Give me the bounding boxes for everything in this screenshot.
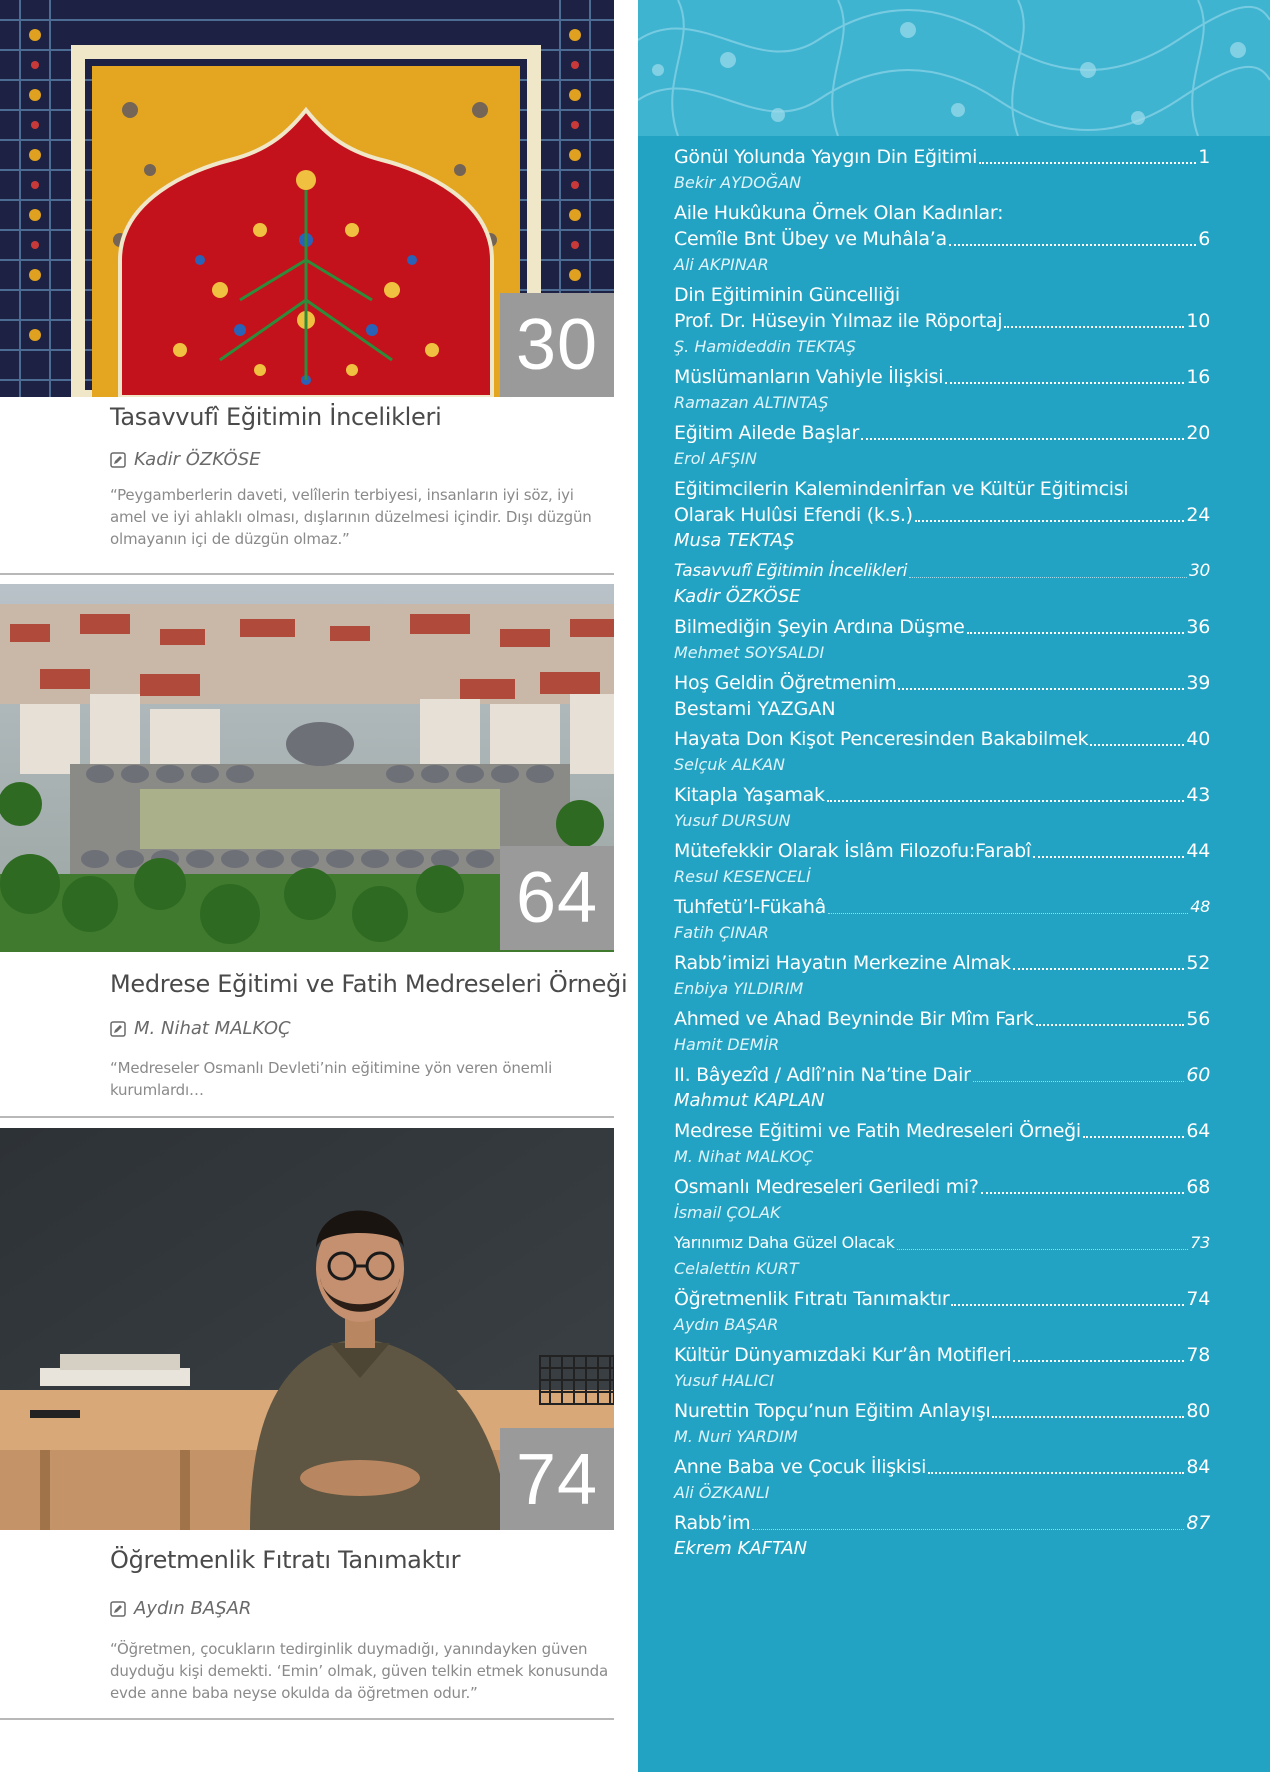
feature-title[interactable]: Tasavvufî Eğitimin İncelikleri [110, 403, 442, 431]
toc-author: Ekrem KAFTAN [674, 1538, 808, 1559]
toc-entry[interactable]: Bilmediğin Şeyin Ardına Düşme 36 [674, 616, 1210, 638]
teacher-image [0, 1128, 614, 1530]
medrese-aerial-image [0, 584, 614, 952]
toc-entry[interactable]: Ahmed ve Ahad Beyninde Bir Mîm Fark 56 [674, 1008, 1210, 1030]
divider [0, 573, 614, 575]
toc-author: Enbiya YILDIRIM [674, 979, 804, 998]
feature-author-name: M. Nihat MALKOÇ [134, 1018, 291, 1039]
feature-author [110, 1598, 251, 1619]
toc-author: M. Nuri YARDIM [674, 1427, 798, 1446]
toc-author: Yusuf DURSUN [674, 811, 791, 830]
page-number-badge: 64 [500, 846, 614, 950]
edit-icon [110, 452, 126, 468]
feature-title[interactable]: Medrese Eğitimi ve Fatih Medreseleri Örneği [110, 970, 628, 998]
edit-icon [110, 1021, 126, 1037]
toc-entry[interactable]: Tuhfetü’l-Fükahâ 48 [674, 896, 1210, 918]
toc-entry-line[interactable]: Din Eğitiminin Güncelliği [674, 284, 900, 306]
divider [0, 1718, 614, 1720]
toc-author: Selçuk ALKAN [674, 755, 785, 774]
toc-entry[interactable]: Cemîle Bnt Übey ve Muhâla’a 6 [674, 228, 1210, 250]
toc-entry[interactable]: Rabb’im 87 [674, 1512, 1210, 1534]
toc-entry[interactable]: Prof. Dr. Hüseyin Yılmaz ile Röportaj 10 [674, 310, 1210, 332]
toc-entry[interactable]: Anne Baba ve Çocuk İlişkisi 84 [674, 1456, 1210, 1478]
page-number-badge: 30 [500, 293, 614, 397]
feature-author [110, 449, 261, 470]
toc-author: Fatih ÇINAR [674, 923, 769, 942]
toc-entry[interactable]: Tasavvufî Eğitimin İncelikleri 30 [674, 561, 1210, 581]
toc-entry[interactable]: Mütefekkir Olarak İslâm Filozofu:Farabî 44 [674, 840, 1210, 862]
feature-title[interactable]: Öğretmenlik Fıtratı Tanımaktır [110, 1546, 461, 1574]
toc-list [674, 144, 1210, 1566]
page-number-badge: 74 [500, 1428, 614, 1530]
toc-entry[interactable]: Rabb’imizi Hayatın Merkezine Almak 52 [674, 952, 1210, 974]
toc-entry[interactable]: Müslümanların Vahiyle İlişkisi 16 [674, 366, 1210, 388]
feature-author-name: Aydın BAŞAR [134, 1598, 252, 1619]
toc-entry-line[interactable]: Eğitimcilerin Kalemindenİrfan ve Kültür Eğitimcisi [674, 478, 1129, 500]
toc-entry[interactable]: Öğretmenlik Fıtratı Tanımaktır 74 [674, 1288, 1210, 1310]
featured-articles [0, 0, 628, 1772]
toc-author: Celalettin KURT [674, 1259, 799, 1278]
toc-author: Ramazan ALTINTAŞ [674, 393, 829, 412]
toc-entry[interactable]: II. Bâyezîd / Adlî’nin Na’tine Dair 60 [674, 1064, 1210, 1086]
feature-author [110, 1018, 291, 1039]
toc-author: Mahmut KAPLAN [674, 1090, 825, 1111]
toc-author: Yusuf HALICI [674, 1371, 775, 1390]
feature-quote: “Öğretmen, çocukların tedirginlik duymadığı, yanındayken güven duyduğu kişi demekti. ‘Emin’ olmak, güven telkin etmek konusunda evde anne baba neyse okulda da öğretmen odur.” [110, 1640, 608, 1702]
toc-author: Ş. Hamideddin TEKTAŞ [674, 337, 856, 356]
toc-author: Bekir AYDOĞAN [674, 173, 802, 192]
toc-author: Musa TEKTAŞ [674, 530, 795, 551]
toc-author: Aydın BAŞAR [674, 1315, 779, 1334]
divider [0, 1116, 614, 1118]
toc-entry[interactable]: Eğitim Ailede Başlar 20 [674, 422, 1210, 444]
toc-entry[interactable]: Hayata Don Kişot Penceresinden Bakabilmek 40 [674, 728, 1210, 750]
toc-author: Ali AKPINAR [674, 255, 769, 274]
toc-entry[interactable]: Hoş Geldin Öğretmenim 39 [674, 672, 1210, 694]
edit-icon [110, 1601, 126, 1617]
toc-entry[interactable]: Gönül Yolunda Yaygın Din Eğitimi 1 [674, 146, 1210, 168]
toc-entry[interactable]: Medrese Eğitimi ve Fatih Medreseleri Örneği 64 [674, 1120, 1210, 1142]
toc-entry[interactable]: Yarınımız Daha Güzel Olacak 73 [674, 1233, 1210, 1252]
toc-author: Resul KESENCELİ [674, 867, 811, 886]
toc-author: Mehmet SOYSALDI [674, 643, 825, 662]
toc-entry[interactable]: Kitapla Yaşamak 43 [674, 784, 1210, 806]
toc-author: İsmail ÇOLAK [674, 1203, 781, 1222]
carpet-image [0, 0, 614, 397]
toc-entry-line[interactable]: Aile Hukûkuna Örnek Olan Kadınlar: [674, 202, 1004, 224]
toc-entry[interactable]: Nurettin Topçu’nun Eğitim Anlayışı 80 [674, 1400, 1210, 1422]
toc-author: Kadir ÖZKÖSE [674, 586, 801, 607]
toc-entry[interactable]: Osmanlı Medreseleri Geriledi mi? 68 [674, 1176, 1210, 1198]
toc-author: Hamit DEMİR [674, 1035, 780, 1054]
toc-author: M. Nihat MALKOÇ [674, 1147, 814, 1166]
floral-pattern-header [638, 0, 1270, 136]
toc-entry[interactable]: Olarak Hulûsi Efendi (k.s.) 24 [674, 504, 1210, 526]
feature-quote: “Medreseler Osmanlı Devleti’nin eğitimine yön veren önemli kurumlardı… [110, 1059, 553, 1099]
toc-author: Bestami YAZGAN [674, 698, 836, 720]
toc-entry[interactable]: Kültür Dünyamızdaki Kur’ân Motifleri 78 [674, 1344, 1210, 1366]
feature-quote: “Peygamberlerin daveti, velîlerin terbiyesi, insanların iyi söz, iyi amel ve iyi ahlaklı olması, dışlarının düzelmesi içindir. Dışı düzgün olmayanın içi de düzgün olmaz.” [110, 486, 592, 548]
feature-author-name: Kadir ÖZKÖSE [134, 449, 261, 470]
toc-author: Erol AFŞIN [674, 449, 757, 468]
table-of-contents-panel [638, 0, 1270, 1772]
toc-author: Ali ÖZKANLI [674, 1483, 770, 1502]
